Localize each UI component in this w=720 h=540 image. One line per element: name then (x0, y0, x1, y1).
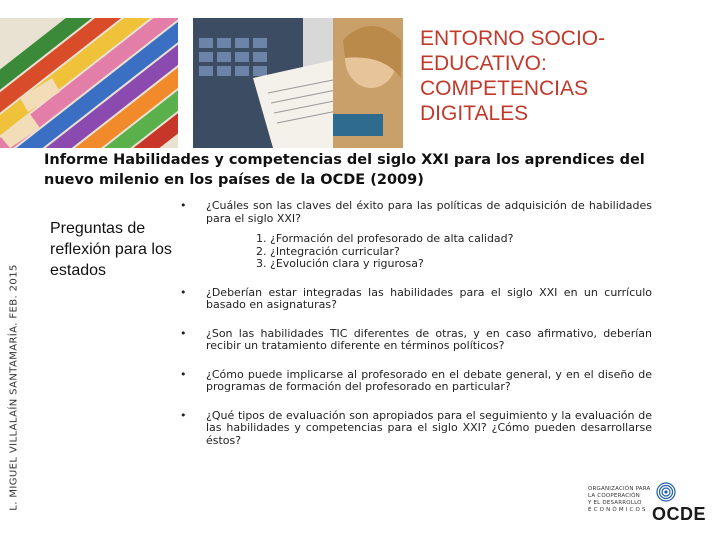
question-item (176, 369, 652, 394)
ocde-mark-icon (656, 482, 676, 502)
ocde-logo-subtitle (588, 486, 654, 514)
report-subtitle: Informe Habilidades y competencias del siglo XXI para los aprendices del nuevo milenio en los países de la OCDE (2009) (44, 152, 645, 188)
bullet-icon: • (180, 199, 187, 212)
title-line: DIGITALES (420, 102, 529, 125)
bullet-icon: • (180, 285, 187, 299)
question-text: ¿Cuáles son las claves del éxito para las políticas de adquisición de habilidades para el siglo XXI? (206, 199, 652, 225)
ocde-logo-text: OCDE (652, 504, 707, 524)
question-text: ¿Qué tipos de evaluación son apropiados para el seguimiento y la evaluación de las habilidades y competencias para el siglo XXI? ¿Cómo pueden desarrollarse éstos? (206, 408, 652, 447)
question-item (176, 328, 652, 353)
question-item (176, 410, 652, 448)
question-text: ¿Deberían estar integradas las habilidades para el siglo XXI en un currículo basado en asignaturas? (206, 285, 652, 311)
question-text: ¿Son las habilidades TIC diferentes de otras, y en caso afirmativo, deberían recibir un tratamiento diferente en términos políticos? (206, 326, 652, 352)
title-line: EDUCATIVO: (420, 52, 547, 75)
bullet-icon: • (180, 408, 187, 422)
colored-pencils-image (0, 18, 178, 148)
logo-line: Y EL DESARROLLO (588, 500, 642, 506)
question-sublist (206, 233, 652, 271)
ocde-logo (588, 482, 708, 524)
slide-title (420, 26, 710, 126)
questions-list (176, 200, 652, 463)
child-keyboard-books-image (193, 18, 403, 148)
author-credit: L. MIGUEL VILLALAÍN SANTAMARÍA. FEB. 2015 (8, 264, 20, 511)
sub-question: 1. ¿Formación del profesorado de alta calidad? (256, 232, 514, 245)
question-item (176, 287, 652, 312)
logo-line: E C O N Ó M I C O S (588, 507, 646, 513)
sub-question: 3. ¿Evolución clara y rigurosa? (256, 257, 424, 270)
logo-line: LA COOPERACIÓN (588, 493, 640, 499)
logo-line: ORGANIZACIÓN PARA (588, 486, 651, 492)
title-line: ENTORNO SOCIO- (420, 27, 606, 50)
reflection-questions-label: Preguntas de reflexión para los estados (50, 220, 172, 279)
sub-question: 2. ¿Integración curricular? (256, 244, 400, 258)
question-text: ¿Cómo puede implicarse al profesorado en el debate general, y en el diseño de programas de formación del profesorado en particular? (206, 367, 652, 393)
bullet-icon: • (180, 367, 187, 381)
bullet-icon: • (180, 326, 187, 340)
title-line: COMPETENCIAS (420, 77, 589, 100)
question-item (176, 200, 652, 271)
